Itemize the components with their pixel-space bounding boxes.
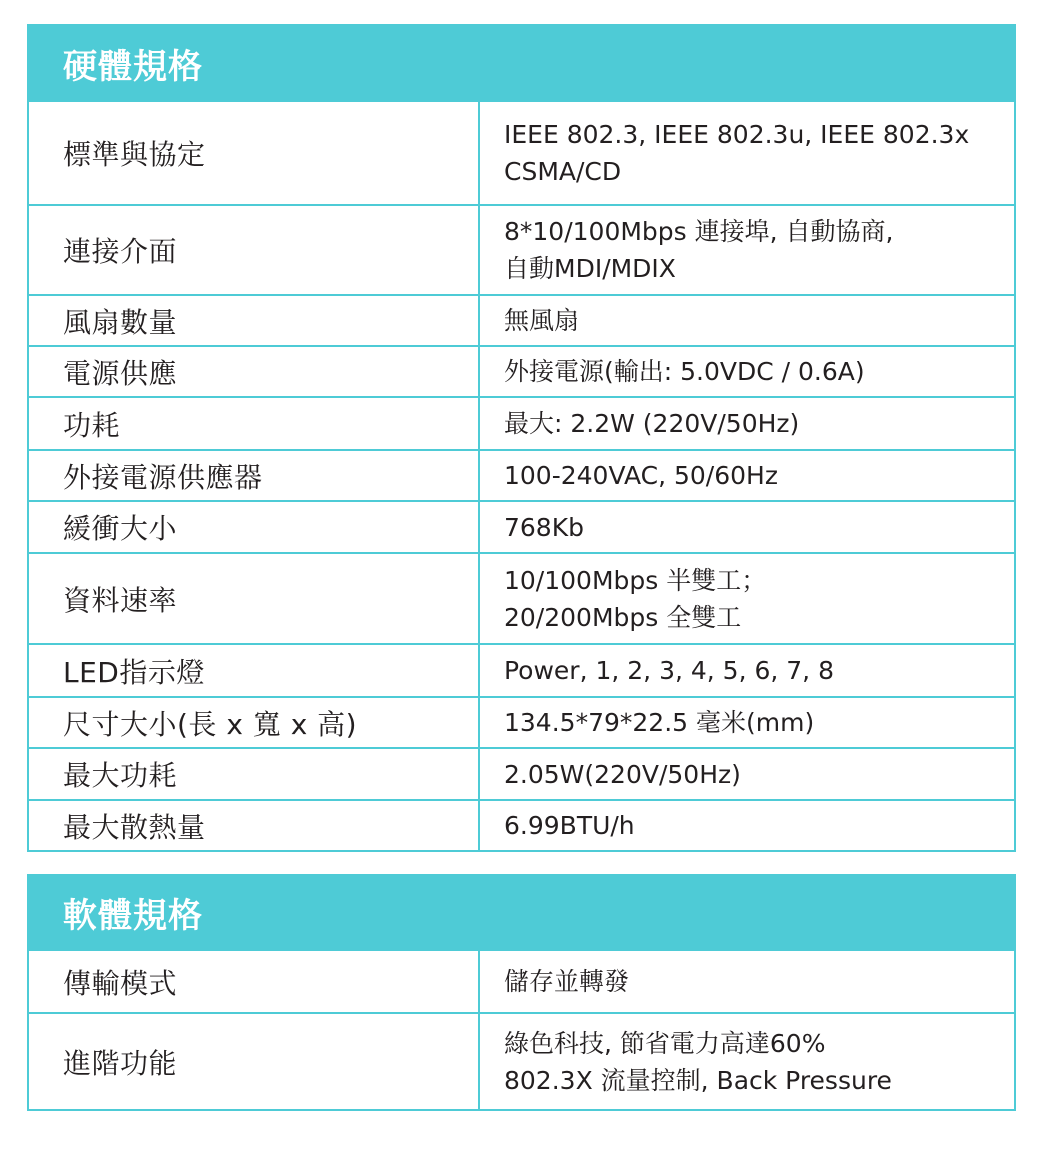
spec-label: 外接電源供應器	[29, 451, 480, 500]
spec-value-line: 外接電源(輸出: 5.0VDC / 0.6A)	[504, 357, 865, 386]
spec-value-line: 8*10/100Mbps 連接埠, 自動協商,	[504, 217, 894, 246]
spec-value	[480, 451, 1014, 500]
spec-value	[480, 347, 1014, 396]
spec-value-line: 802.3X 流量控制, Back Pressure	[504, 1065, 892, 1095]
spec-row	[29, 747, 1014, 799]
spec-value-line: CSMA/CD	[504, 157, 622, 186]
spec-row	[29, 396, 1014, 449]
hardware-spec-title: 硬體規格	[29, 26, 1014, 100]
spec-value-line: 儲存並轉發	[504, 967, 630, 996]
spec-value-line: 6.99BTU/h	[504, 811, 635, 840]
spec-value	[480, 1014, 1014, 1109]
spec-value-line: 134.5*79*22.5 毫米(mm)	[504, 708, 815, 737]
spec-value-line: IEEE 802.3, IEEE 802.3u, IEEE 802.3x	[504, 120, 970, 149]
spec-value-line: 自動MDI/MDIX	[504, 254, 676, 283]
spec-value	[480, 296, 1014, 345]
spec-row	[29, 799, 1014, 850]
hardware-spec-table	[27, 24, 1016, 852]
spec-value-line: 綠色科技, 節省電力高達60%	[504, 1028, 826, 1058]
spec-value-line: 100-240VAC, 50/60Hz	[504, 461, 778, 490]
spec-value-line: Power, 1, 2, 3, 4, 5, 6, 7, 8	[504, 656, 834, 685]
spec-value	[480, 554, 1014, 643]
spec-row	[29, 345, 1014, 396]
spec-row	[29, 500, 1014, 552]
spec-label: 連接介面	[29, 206, 480, 294]
spec-row	[29, 100, 1014, 204]
spec-label: 電源供應	[29, 347, 480, 396]
spec-value	[480, 206, 1014, 294]
spec-value-line: 10/100Mbps 半雙工；	[504, 565, 767, 595]
spec-label: 功耗	[29, 398, 480, 449]
spec-value	[480, 749, 1014, 799]
spec-value	[480, 801, 1014, 850]
software-spec-table	[27, 874, 1016, 1111]
spec-value	[480, 102, 1014, 204]
spec-row	[29, 1012, 1014, 1109]
spec-row	[29, 294, 1014, 345]
spec-label: LED指示燈	[29, 645, 480, 696]
spec-value-line: 最大: 2.2W (220V/50Hz)	[504, 409, 800, 438]
spec-value	[480, 398, 1014, 449]
software-spec-title: 軟體規格	[29, 876, 1014, 949]
spec-row	[29, 696, 1014, 747]
spec-value-line: 無風扇	[504, 306, 580, 335]
spec-row	[29, 449, 1014, 500]
spec-label: 最大散熱量	[29, 801, 480, 850]
spec-value	[480, 502, 1014, 552]
spec-value-line: 20/200Mbps 全雙工	[504, 602, 742, 632]
spec-value	[480, 951, 1014, 1012]
spec-label: 標準與協定	[29, 102, 480, 204]
spec-row	[29, 204, 1014, 294]
spec-row	[29, 552, 1014, 643]
spec-label: 風扇數量	[29, 296, 480, 345]
spec-value	[480, 645, 1014, 696]
spec-label: 資料速率	[29, 554, 480, 643]
spec-row	[29, 643, 1014, 696]
spec-label: 緩衝大小	[29, 502, 480, 552]
spec-row	[29, 949, 1014, 1012]
spec-value-line: 768Kb	[504, 512, 584, 542]
spec-label: 尺寸大小(長 x 寬 x 高)	[29, 698, 480, 747]
spec-label: 傳輸模式	[29, 951, 480, 1012]
spec-label: 進階功能	[29, 1014, 480, 1109]
spec-value	[480, 698, 1014, 747]
spec-value-line: 2.05W(220V/50Hz)	[504, 759, 741, 789]
spec-label: 最大功耗	[29, 749, 480, 799]
